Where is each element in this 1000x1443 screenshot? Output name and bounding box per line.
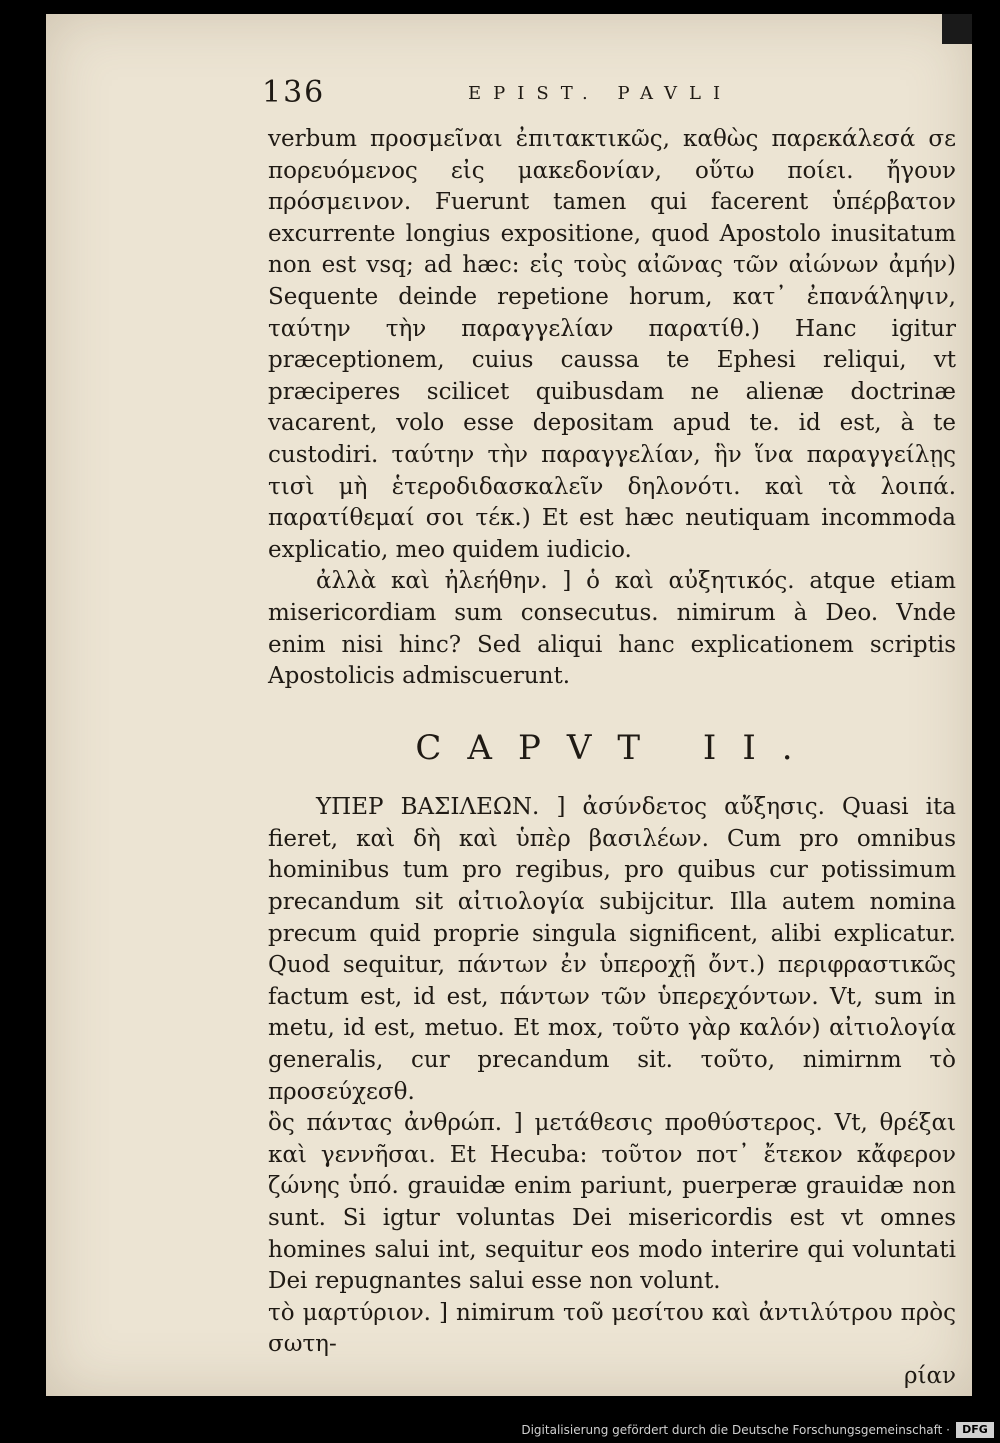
paragraph: ὃς πάντας ἀνθρώπ. ] μετάθεσις προθύστερος. Vt, θρέξαι καὶ γεννῆσαι. Et Hecuba: τοῦτον ποτ᾽ ἔτεκον κἄφερον ζώνης ὑπό. grauidæ enim pariunt, puerperæ grauidæ non sunt. Si igtur voluntas Dei misericordis est vt omnes homines salui int, sequitur eos modo interire qui voluntati Dei repugnantes salui esse non volunt. <box>268 1110 956 1295</box>
paragraph: verbum προσμεῖναι ἐπιτακτικῶς, καθὼς παρεκάλεσά σε πορευόμενος εἰς μακεδονίαν, οὕτω ποίει. ἤγουν πρόσμεινον. Fuerunt tamen qui facerent ὑπέρβατον excurrente longius expositione, quod Apostolo inusitatum non est vsq; ad hæc: εἰς τοὺς αἰῶνας τῶν αἰώνων ἀμήν) Sequente deinde repetione horum, κατ᾽ ἐπανάληψιν, ταύτην τὴν παραγγελίαν παρατίθ.) Hanc igitur præceptionem, cuius caussa te Ephesi reliqui, vt præciperes scilicet quibusdam ne alienæ doctrinæ vacarent, volo esse depositam apud te. id est, à te custodiri. ταύτην τὴν παραγγελίαν, ἣν ἵνα παραγγείλῃς τισὶ μὴ ἑτεροδιδασκαλεῖν δηλονότι. καὶ τὰ λοιπά. παρατίθεμαί σοι τέκ.) Et est hæc neutiquam incommoda explicatio, meo quidem iudicio. <box>268 126 956 563</box>
text-block <box>268 124 956 1393</box>
page-corner <box>942 14 972 44</box>
footer-credit: Digitalisierung gefördert durch die Deutsche Forschungsgemeinschaft · <box>521 1423 950 1437</box>
footer-bar <box>0 1420 1000 1443</box>
running-title: EPIST. PAVLI <box>468 83 733 104</box>
paragraph: ἀλλὰ καὶ ἠλεήθην. ] ὁ καὶ αὐξητικός. atque etiam misericordiam sum consecutus. nimirum à Deo. Vnde enim nisi hinc? Sed aliqui hanc explicationem scriptis Apostolicis admiscuerunt. <box>268 568 956 690</box>
paragraph: ΥΠΕΡ ΒΑΣΙΛΕΩΝ. ] ἀσύνδετος αὔξησις. Quasi ita fieret, καὶ δὴ καὶ ὑπὲρ βασιλέων. Cum pro omnibus hominibus tum pro regibus, pro quibus cur potissimum precandum sit αἰτιολογία subijcitur. Illa autem nomina precum quid proprie singula significent, alibi explicatur. Quod sequitur, πάντων ἐν ὑπεροχῇ ὄντ.) περιφραστικῶς factum est, id est, πάντων τῶν ὑπερεχόντων. Vt, sum in metu, id est, metuo. Et mox, τοῦτο γὰρ καλόν) αἰτιολογία generalis, cur precandum sit. τοῦτο, nimirnm τὸ προσεύχεσθ. <box>268 794 956 1105</box>
catchword: ρίαν <box>903 1362 956 1389</box>
chapter-heading: CAPVT II. <box>415 727 819 768</box>
dfg-logo: DFG <box>956 1422 994 1438</box>
running-head <box>262 75 822 115</box>
paragraph: τὸ μαρτύριον. ] nimirum τοῦ μεσίτου καὶ ἀντιλύτρου πρὸς σωτη- <box>268 1299 956 1358</box>
page-number: 136 <box>262 75 326 110</box>
